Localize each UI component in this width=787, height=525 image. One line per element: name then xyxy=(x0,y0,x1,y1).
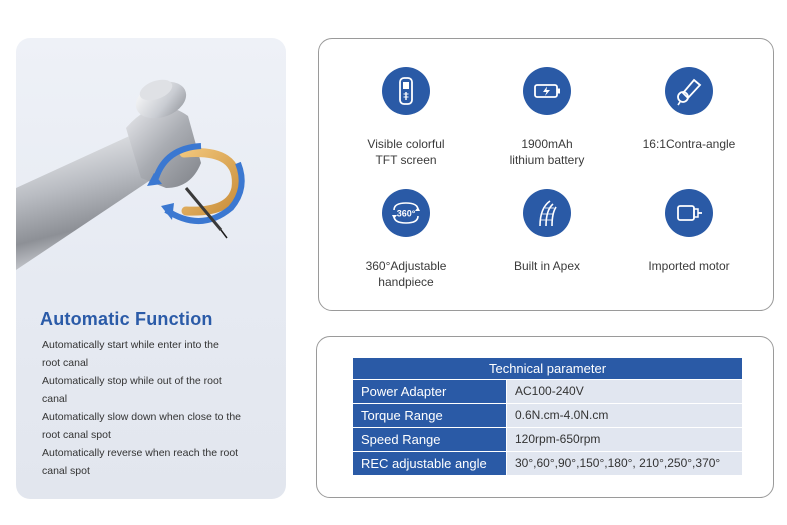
list-item: Automatically start while enter into the xyxy=(42,339,219,351)
spec-value: 0.6N.cm-4.0N.cm xyxy=(507,404,742,427)
list-item: Automatically stop while out of the root xyxy=(42,375,222,387)
table-row xyxy=(353,380,742,403)
spec-key: REC adjustable angle xyxy=(353,452,506,475)
list-item: Automatically slow down when close to the xyxy=(42,411,242,423)
handpiece-photo xyxy=(16,38,286,288)
feature-label: Visible colorful TFT screen xyxy=(367,137,445,167)
technical-parameter-card xyxy=(316,336,774,498)
list-item: root canal xyxy=(42,357,89,369)
spec-key: Speed Range xyxy=(353,428,506,451)
tft-screen-icon xyxy=(382,67,430,115)
list-item: canal xyxy=(42,393,68,405)
automatic-function-card xyxy=(16,38,286,499)
feature-tft-screen xyxy=(341,67,471,168)
spec-value: 30°,60°,90°,150°,180°, 210°,250°,370° xyxy=(507,452,742,475)
features-card xyxy=(318,38,774,311)
feature-label: 16:1Contra-angle xyxy=(642,137,736,151)
feature-built-in-apex xyxy=(482,189,612,274)
contra-angle-icon xyxy=(665,67,713,115)
spec-key: Torque Range xyxy=(353,404,506,427)
table-row xyxy=(353,428,742,451)
automatic-function-list xyxy=(42,336,278,480)
feature-360-adjustable xyxy=(341,189,471,290)
feature-label: 360°Adjustable handpiece xyxy=(365,259,447,289)
motor-icon xyxy=(665,189,713,237)
rotate-360-text: 360° xyxy=(396,208,416,219)
list-item: Automatically reverse when reach the root xyxy=(42,447,239,459)
feature-label: 1900mAh lithium battery xyxy=(509,137,585,167)
spec-value: 120rpm-650rpm xyxy=(507,428,742,451)
feature-battery xyxy=(482,67,612,168)
feature-label: Built in Apex xyxy=(513,259,581,273)
table-header: Technical parameter xyxy=(353,358,742,379)
list-item: root canal spot xyxy=(42,429,111,441)
apex-icon xyxy=(523,189,571,237)
feature-imported-motor xyxy=(624,189,754,274)
feature-label: Imported motor xyxy=(648,259,730,273)
automatic-function-title: Automatic Function xyxy=(40,309,213,329)
rotate-360-icon xyxy=(382,189,430,237)
table-row xyxy=(353,404,742,427)
feature-contra-angle xyxy=(624,67,754,152)
list-item: canal spot xyxy=(42,465,90,477)
technical-parameter-table xyxy=(353,358,742,475)
battery-icon xyxy=(523,67,571,115)
spec-key: Power Adapter xyxy=(353,380,506,403)
spec-value: AC100-240V xyxy=(507,380,742,403)
table-row xyxy=(353,452,742,475)
